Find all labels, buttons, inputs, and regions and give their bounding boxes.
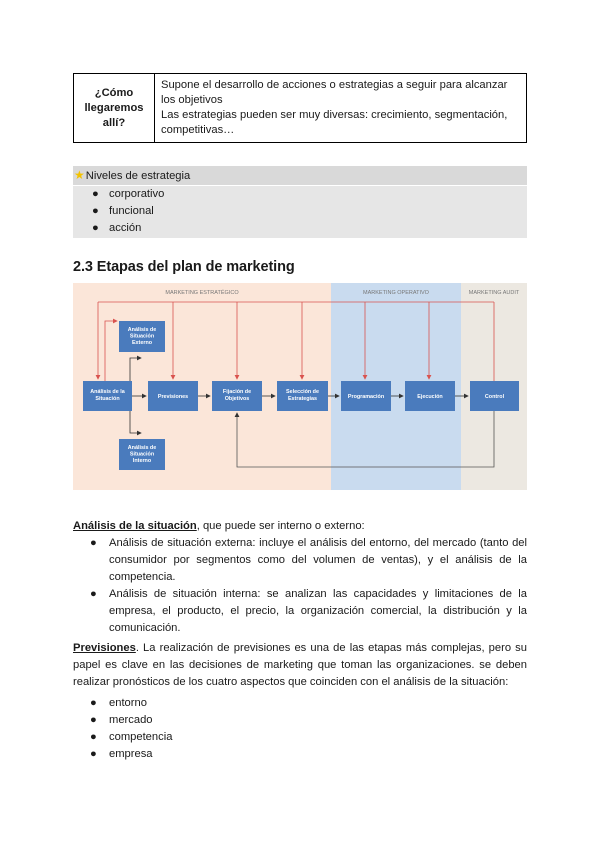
bullet-icon: ● (90, 714, 97, 726)
answer-line: Las estrategias pueden ser muy diversas: crecimiento, segmentación, competitivas… (161, 109, 508, 136)
section-title: 2.3 Etapas del plan de marketing (73, 259, 295, 275)
list-item (90, 729, 527, 746)
list-item (92, 220, 141, 237)
previsiones-text: . La realización de previsiones es una de las etapas más complejas, pero su papel es clave en las decisiones de marketing que toman las organizaciones. se deben realizar pronósticos de los cuatro aspectos que coinciden con el análisis de la situación: (73, 642, 527, 688)
bullet-icon: ● (92, 222, 99, 234)
list-item-text: acción (109, 222, 142, 234)
zone-label-operative: MARKETING OPERATIVO (363, 290, 429, 296)
list-item-text: Análisis de situación externa: incluye el análisis del entorno, del mercado (tanto del consumidor por segmentos como del volumen de ventas), y el análisis de la competencia. (109, 537, 527, 583)
analisis-heading: Análisis de la situación (73, 520, 197, 532)
star-icon: ★ (74, 168, 85, 182)
analisis-intro (73, 518, 527, 535)
answer-cell (155, 74, 527, 143)
list-item (90, 746, 527, 763)
previsiones-list (90, 695, 527, 763)
box-previsiones-label: Previsiones (157, 394, 189, 400)
box-analisis-situacion-label: Análisis de la Situación (90, 389, 125, 402)
previsiones-paragraph (73, 640, 527, 691)
bullet-icon: ● (92, 188, 99, 200)
box-analisis-externo-label: Análisis de Situación Externo (127, 327, 157, 346)
bullet-icon: ● (90, 731, 97, 743)
box-analisis-interno-label: Análisis de Situación Interno (127, 445, 157, 464)
table-row (74, 74, 527, 143)
levels-title: Niveles de estrategia (85, 170, 191, 182)
list-item (92, 203, 154, 220)
box-ejecucion-label: Ejecución (417, 394, 443, 400)
list-item-text: corporativo (109, 188, 165, 200)
list-item (90, 695, 527, 712)
analisis-rest: , que puede ser interno o externo: (196, 520, 365, 532)
bullet-icon: ● (90, 537, 97, 549)
list-item (90, 712, 527, 729)
box-fijacion-label: Fijación de Objetivos (222, 389, 252, 402)
list-item (92, 186, 164, 203)
list-item (90, 586, 527, 637)
box-control-label: Control (484, 394, 505, 400)
previsiones-heading: Previsiones (73, 642, 136, 654)
levels-header (73, 166, 527, 185)
list-item-text: empresa (109, 748, 153, 760)
list-item-text: Análisis de situación interna: se analizan las capacidades y limitaciones de la empresa, el producto, el precio, la organización comercial, la distribución y la comunicación. (109, 588, 527, 634)
bullet-icon: ● (90, 748, 97, 760)
marketing-plan-diagram (73, 283, 527, 490)
zone-label-strategic: MARKETING ESTRATÉGICO (165, 290, 239, 296)
levels-list (73, 186, 527, 238)
list-item-text: competencia (109, 731, 173, 743)
zone-label-audit: MARKETING AUDIT (468, 290, 520, 296)
box-programacion-label: Programación (347, 394, 385, 400)
strategy-table (73, 73, 527, 143)
box-seleccion-label: Selección de Estrategias (286, 389, 319, 402)
bullet-icon: ● (90, 697, 97, 709)
list-item (90, 535, 527, 586)
answer-line: Supone el desarrollo de acciones o estrategias a seguir para alcanzar los objetivos (161, 79, 508, 106)
question-cell: ¿Cómo llegaremos allí? (74, 74, 155, 143)
analisis-list (90, 535, 527, 637)
bullet-icon: ● (90, 588, 97, 600)
bullet-icon: ● (92, 205, 99, 217)
list-item-text: mercado (109, 714, 153, 726)
list-item-text: entorno (109, 697, 147, 709)
list-item-text: funcional (109, 205, 154, 217)
